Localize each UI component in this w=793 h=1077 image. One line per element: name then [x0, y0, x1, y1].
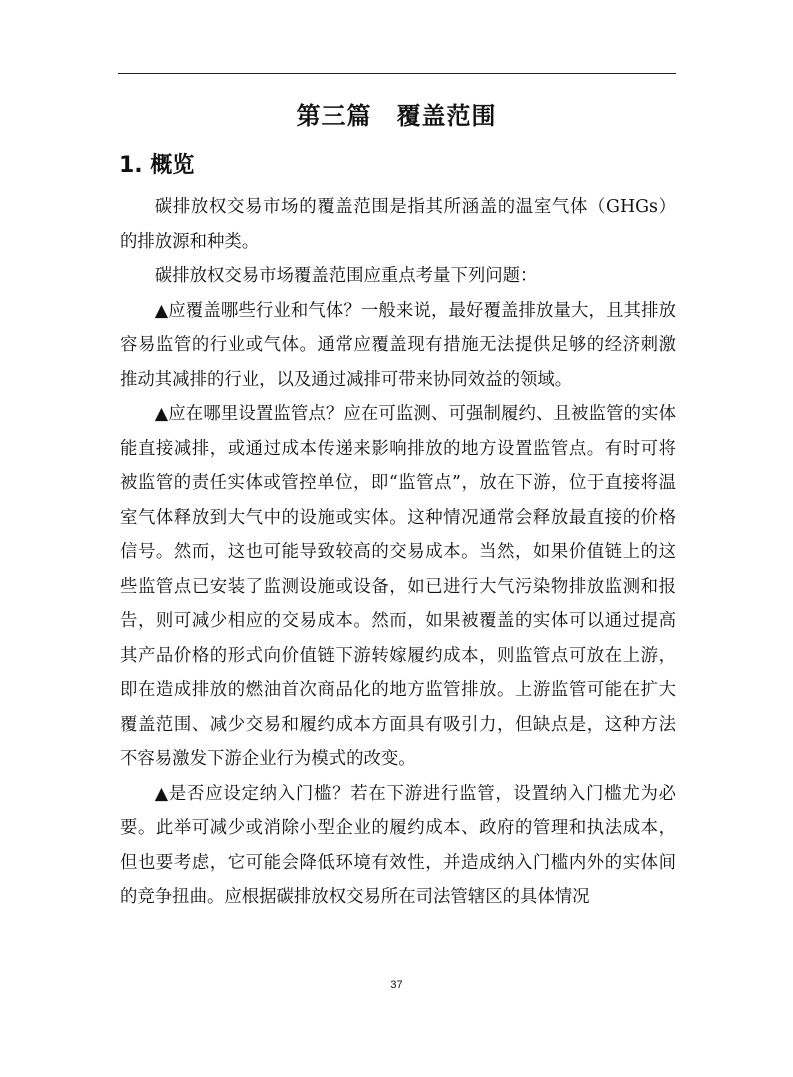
paragraph-intro: 碳排放权交易市场覆盖范围应重点考量下列问题：	[154, 266, 538, 286]
chapter-title: 第三篇 覆盖范围	[296, 102, 497, 130]
body-text	[120, 190, 676, 915]
paragraph-point-of-regulation: ▲应在哪里设置监管点？应在可监测、可强制履约、且被监管的实体能直接减排，或通过成本传递来影响排放的地方设置监管点。有时可将被监管的责任实体或管控单位，即“监管点”，放在下游，位于直接将温室气体释放到大气中的设施或实体。这种情况通常会释放最直接的价格信号。然而，这也可能导致较高的交易成本。当然，如果价值链上的这些监管点已安装了监测设施或设备，如已进行大气污染物排放监测和报告，则可减少相应的交易成本。然而，如果被覆盖的实体可以通过提高其产品价格的形式向价值链下游转嫁履约成本，则监管点可放在上游，即在造成排放的燃油首次商品化的地方监管排放。上游监管可能在扩大覆盖范围、减少交易和履约成本方面具有吸引力，但缺点是，这种方法不容易激发下游企业行为模式的改变。	[120, 404, 676, 769]
paragraph-threshold: ▲是否应设定纳入门槛？若在下游进行监管，设置纳入门槛尤为必要。此举可减少或消除小型企业的履约成本、政府的管理和执法成本，但也要考虑，它可能会降低环境有效性，并造成纳入门槛内外的实体间的竞争扭曲。应根据碳排放权交易所在司法管辖区的具体情况	[120, 783, 676, 907]
page-number: 37	[390, 979, 403, 991]
header-rule	[118, 73, 676, 74]
section-heading: 1. 概览	[119, 153, 195, 178]
paragraph-definition: 碳排放权交易市场的覆盖范围是指其所涵盖的温室气体（GHGs）的排放源和种类。	[120, 197, 676, 252]
paragraph-sectors: ▲应覆盖哪些行业和气体？一般来说，最好覆盖排放量大，且其排放容易监管的行业或气体。通常应覆盖现有措施无法提供足够的经济刺激推动其减排的行业，以及通过减排可带来协同效益的领域。	[120, 300, 676, 390]
